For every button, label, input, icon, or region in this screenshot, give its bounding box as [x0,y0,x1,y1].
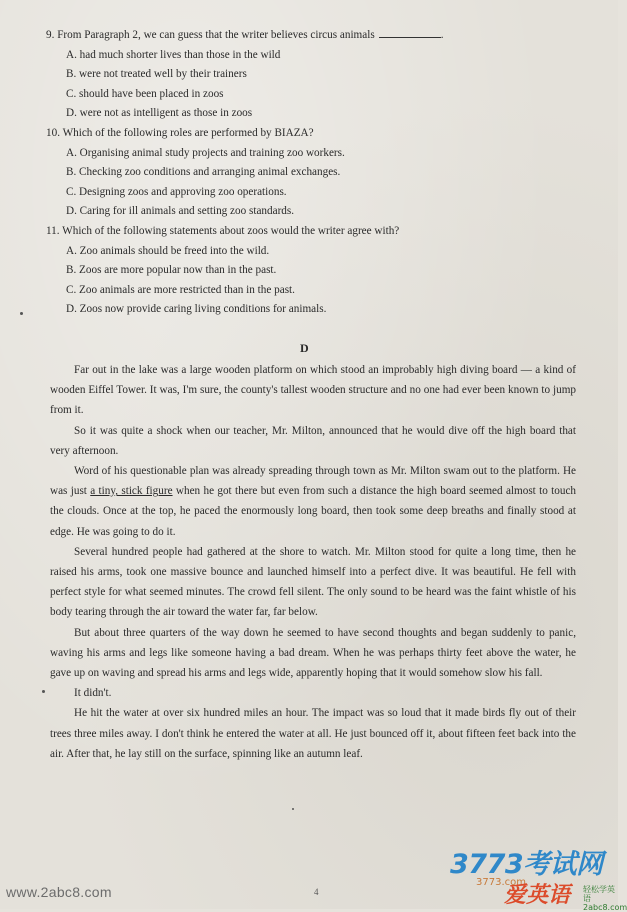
scan-speck [20,312,23,315]
question-10-option-c: C. Designing zoos and approving zoo operations. [66,185,287,198]
question-11-stem: 11. Which of the following statements about zoos would the writer agree with? [46,224,400,237]
watermark-logo-tag: 轻松学英语 2abc8.com [583,885,627,912]
question-11-option-d: D. Zoos now provide caring living conditions for animals. [66,303,327,316]
passage-paragraph-3: Word of his questionable plan was already spreading through town as Mr. Milton swam out to the platform. He was just a tiny, stick figure when he got there but even from such a distance the high board seemed almost to touch the clouds. Once at the top, he paced the enormously long board, then took some deep breaths and finally stood at edge. He was going to do it. [50,465,577,538]
question-11-option-b: B. Zoos are more popular now than in the past. [66,264,277,277]
reading-passage [50,360,576,764]
question-9-option-d: D. were not as intelligent as those in zoos [66,107,253,120]
question-9-option-b: B. were not treated well by their trainers [66,68,247,81]
scan-speck [292,808,294,810]
watermark-logo-brand: 爱英语 [504,883,571,908]
question-10-stem: 10. Which of the following roles are performed by BIAZA? [46,126,314,139]
question-11-option-a: A. Zoo animals should be freed into the wild. [66,244,270,257]
question-10-option-a: A. Organising animal study projects and training zoo workers. [66,146,345,159]
question-11-option-c: C. Zoo animals are more restricted than in the past. [66,283,295,296]
page-number: 4 [314,887,319,897]
section-heading: D [300,341,309,355]
passage-paragraph-4: Several hundred people had gathered at the shore to watch. Mr. Milton stood for quite a long time, then he raised his arms, took one massive bounce and launched himself into a perfect dive. It was beautiful. He fell with perfect style for what seemed minutes. The crowd fell silent. The only sound to be heard was the faint whistle of his body tearing through the air toward the water far, far below. [50,545,576,619]
passage-paragraph-6: It didn't. [74,687,112,700]
watermark-logo [446,840,627,912]
scan-speck [42,690,45,693]
question-9-stem: 9. From Paragraph 2, we can guess that the writer believes circus animals . [46,29,444,41]
answer-blank [379,28,441,38]
question-list [46,26,586,320]
question-10-option-d: D. Caring for ill animals and setting zoo standards. [66,205,295,218]
passage-paragraph-2: So it was quite a shock when our teacher, Mr. Milton, announced that he would dive off the high board that very afternoon. [50,424,576,457]
question-9-option-a: A. had much shorter lives than those in the wild [66,48,281,61]
passage-paragraph-1: Far out in the lake was a large wooden platform on which stood an improbably high diving board — a kind of wooden Eiffel Tower. It was, I'm sure, the county's tallest wooden structure and no one had ever been known to jump from it. [50,364,576,417]
underlined-phrase: a tiny, stick figure [90,485,173,498]
passage-paragraph-5: But about three quarters of the way down he seemed to have second thoughts and began suddenly to panic, waving his arms and legs like someone having a bad dream. When he was perhaps thirty feet above the water, he gave up on waving and spread his arms and legs wide, apparently hoping that it would somehow slow his fall. [50,626,576,680]
question-9-option-c: C. should have been placed in zoos [66,87,224,100]
watermark-logo-sub: 3773.com [476,877,526,888]
passage-paragraph-7: He hit the water at over six hundred miles an hour. The impact was so loud that it made birds fly out of their trees three miles away. I don't think he entered the water at all. He just bounced off it, about fifteen feet back into the air. After that, he lay still on the surface, spinning like an autumn leaf. [50,707,576,760]
watermark-logo-main: 3773考试网 [450,849,603,880]
question-10-option-b: B. Checking zoo conditions and arranging animal exchanges. [66,166,341,179]
watermark-url: www.2abc8.com [6,884,112,900]
